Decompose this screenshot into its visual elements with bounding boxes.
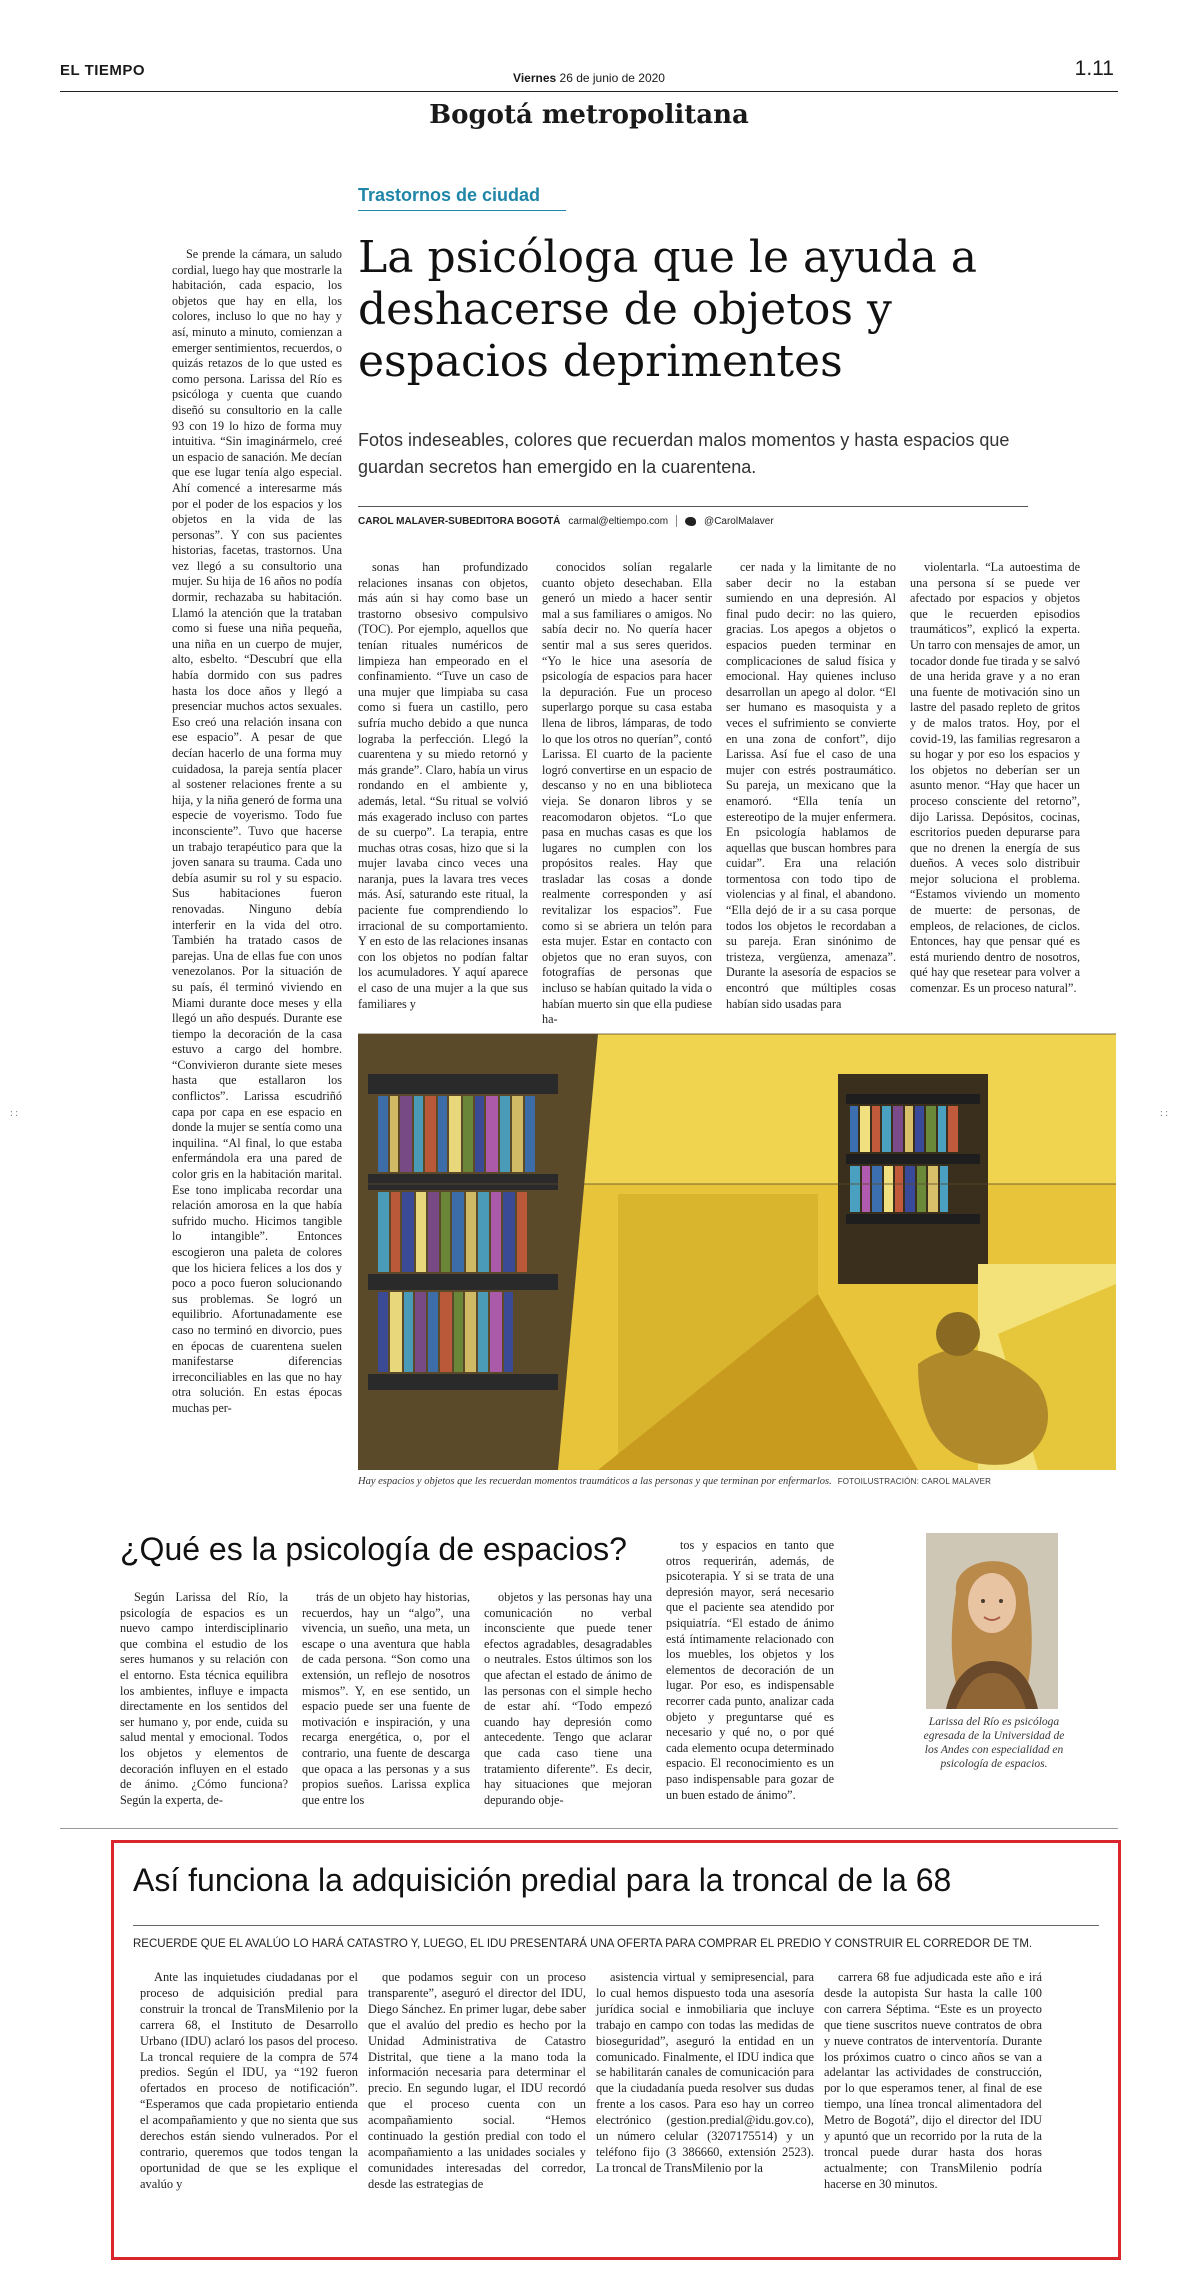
section-title: Bogotá metropolitana (429, 100, 749, 130)
crop-mark-right: : : (1159, 1108, 1168, 1119)
sidebar-column-4-text: tos y espacios en tanto que otros requerirán, además, de psicoterapia. Y si se trata de una depresión mayor, será necesario que el paciente sea atendido por psiquiatría. “El estado de ánimo está íntimamente relacionado con los muebles, los objetos y los elementos de decoración de un lugar. Por eso, es indispensable recorrer cada punto, analizar cada objeto y preguntarse qué es necesario y qué no, o por qué cada elemento ocupa determinado espacio. El reconocimiento es un paso indispensable para gozar de un buen estado de ánimo”. (666, 1538, 834, 1802)
article-column-4 (726, 560, 896, 1022)
byline-author: CAROL MALAVER-SUBEDITORA BOGOTÁ (358, 515, 561, 527)
edition-date: Viernes 26 de junio de 2020 (513, 71, 665, 85)
byline-twitter: @CarolMalaver (704, 515, 774, 527)
article-column-2 (358, 560, 528, 1022)
sidebar-column-3 (484, 1590, 652, 1807)
article-column-4-text: cer nada y la limitante de no saber decir no la estaban sumiendo en una depresión. Al final pudo decir: no las quiero, gracias. Los apegos a objetos o espacios pueden terminar en complicaciones de salud física y emocional. Hay quienes incluso desarrollan un apego al dolor. “El ser humano es masoquista y a veces el sufrimiento se convierte en una zona de confort”, dijo Larissa. Así fue el caso de una mujer con estrés postraumático. Su pareja, un mexicano que la enamoró. “Ella tenía un estereotipo de la mujer enfermera. En psicología hablamos de aquellas que buscan hombres para cuidar”. Era una relación tormentosa con todo tipo de violencias y al final, el abandono. “Ella dejó de ir a su casa porque todos los objetos le recordaban a su pareja. Eran sinónimo de tristeza, vergüenza, amenaza”. Durante la asesoría de espacios se encontró que múltiples cosas habían sido usadas para (726, 560, 896, 1011)
sidebar-column-2 (302, 1590, 470, 1807)
article-column-1-text: Se prende la cámara, un saludo cordial, luego hay que mostrarle la habitación, cada espacio, los objetos que hay en ella, los colores, incluso lo que no hay y así, minuto a minuto, comienzan a emerger sentimientos, recuerdos, o quizás retazos de lo que usted es como persona. Larissa del Río es psicóloga y cuenta que cuando diseñó su consultorio en la calle 93 con 19 lo hizo de forma muy intuitiva. “Sin imaginármelo, creé un espacio de sanación. Me decían que ese lugar tenía algo especial. Ahí comencé a interesarme más por el poder de los espacios y los objetos en la vida de las personas”. Y con sus pacientes historias, facetas, trastornos. Una vez llegó a su consultorio una mujer. Su hija de 16 años no podía dormir, rechazaba su habitación. Llamó la atención que la trataban como si fuese una niña pequeña, una niña en un cuerpo de mujer, alto, esbelto. “Descubrí que ella había dormido con sus padres hasta los doce años y llegó a presenciar muchos actos sexuales. Eso creó una relación insana con ese espacio”. A pesar de que decían hacerlo de una forma muy cuidadosa, la pareja sentía placer al sostener relaciones frente a su hija, y la niña generó de forma una especie de voyerismo. Todo fue inconsciente”. Tuvo que hacerse un trabajo terapéutico para que la joven sanara su trauma. Cada uno debía asumir su rol y su espacio. Sus habitaciones fueron renovadas. Ninguno debía interferir en la vida del otro. También ha tratado casos de parejas. Una de ellas fue con unos venezolanos. Por la situación de su país, él terminó viviendo en Miami durante doce meses y ella llegó un año después. Durante ese tiempo la decoración de la casa estuvo a cargo del hombre. “Convivieron durante siete meses hasta que estallaron los conflictos”. Larissa escudriñó capa por capa en ese espacio en donde la mujer se sentía como una inquilina. “Al final, lo que estaba enfermándola era una pared de color gris en la habitación marital. Ese tono implicaba recordar una relación amorosa en la que había sufrido mucho. Hicimos tangible lo intangible”. Entonces escogieron una paleta de colores que los hiciera felices a los dos y poco a poco fueron solucionando sus problemas. Se logró un equilibrio. Afortunadamente ese caso no terminó en divorcio, pues en épocas de cuarentena suelen manifestarse diferencias irreconciliables en las que no hay otra solución. En estas épocas muchas per- (172, 247, 343, 1415)
byline (358, 515, 774, 527)
portrait-caption: Larissa del Río es psicóloga egresada de la Universidad de los Andes con especialidad en psicología de espacios. (923, 1716, 1065, 1770)
article-kicker: Trastornos de ciudad (358, 185, 541, 205)
box-column-4-text: carrera 68 fue adjudicada este año e irá desde la autopista Sur hasta la calle 100 con carrera Séptima. “Este es un proyecto que tiene suscritos nueve contratos de obra y nueve contratos de interventoría. Durante los próximos cuatro o cinco años se van a adelantar las actividades de construcción, por lo que esperamos tener, al final de ese tiempo, una línea troncal alimentadora del Metro de Bogotá”, dijo el director del IDU y apuntó que un recorrido por la ruta de la troncal puede durar hasta dos horas actualmente; con TransMilenio podría hacerse en 30 minutos. (824, 1970, 1042, 2191)
box-column-2 (368, 1970, 586, 2210)
photo-caption (358, 1476, 1116, 1487)
twitter-bird-icon (685, 517, 696, 526)
sidebar-column-2-text: trás de un objeto hay historias, recuerdos, hay un “algo”, una vivencia, un sueño, una meta, un escape o una aventura que habla de cada persona. “Son como una extensión, un reflejo de nosotros mismos”. Y, en ese sentido, un espacio puede ser una fuente de motivación e inspiración, y una recarga energética, o, por el contrario, una fuente de descarga que opaca a las personas y a sus propios sueños. Larissa explica que entre los (302, 1590, 470, 1807)
bookshelf-room-illustration (358, 1034, 1116, 1470)
sidebar-title: ¿Qué es la psicología de espacios? (120, 1531, 627, 1567)
sidebar-column-3-text: objetos y las personas hay una comunicación no verbal inconsciente que puede tener efectos agradables, desagradables o neutrales. Estos últimos son los que afectan el estado de ánimo de las personas con el simple hecho de estar ahí. “Todo empezó cuando hay depresión como antecedente. Tengo que aclarar que cada caso tiene una tratamiento diferente”. Es decir, hay situaciones que mejoran depurando obje- (484, 1590, 652, 1807)
box-column-3-text: asistencia virtual y semipresencial, para lo cual hemos dispuesto toda una asesoría jurídica social e inmobiliaria que incluye trabajo en campo con todas las medidas de bioseguridad”, aseguró la entidad en un comunicado. Finalmente, el IDU indica que se habilitarán canales de comunicación para que la ciudadanía pueda resolver sus dudas frente a los casos. Para eso hay un correo electrónico (gestion.predial@idu.gov.co), un número celular (3207175514) y un teléfono fijo (3 386660, extensión 2523). La troncal de TransMilenio por la (596, 1970, 814, 2175)
portrait-photo (926, 1533, 1058, 1709)
photo-illustration (358, 1034, 1116, 1470)
box-column-3 (596, 1970, 814, 2210)
photo-credit: FOTOILUSTRACIÓN: CAROL MALAVER (837, 1477, 992, 1486)
box-column-1 (140, 1970, 358, 2210)
article-subheadline: Fotos indeseables, colores que recuerdan malos momentos y hasta espacios que guardan secretos han emergido en la cuarentena. (358, 430, 1010, 477)
byline-rule (358, 506, 1028, 507)
byline-separator (676, 515, 677, 527)
box-column-1-text: Ante las inquietudes ciudadanas por el proceso de adquisición predial para construir la troncal de TransMilenio por la carrera 68, el Instituto de Desarrollo Urbano (IDU) aclaró los pasos del proceso. La troncal requiere de la compra de 574 predios. Según el IDU, ya “192 fueron ofertados en proceso de notificación”. “Esperamos que cada propietario entienda el acompañamiento y que no sienta que sus derechos están siendo vulnerados. Por el contrario, queremos que todos tengan la oportunidad de que se les explique el avalúo y (140, 1970, 358, 2191)
article-headline: La psicóloga que le ayuda a deshacerse de objetos y espacios deprimentes (358, 232, 978, 387)
woman-portrait-image (926, 1533, 1058, 1709)
box-column-4 (824, 1970, 1042, 2210)
article-column-1 (172, 247, 342, 1489)
header-rule (60, 91, 1118, 92)
box-title-rule (133, 1925, 1099, 1926)
byline-email: carmal@eltiempo.com (568, 515, 669, 527)
box-title: Así funciona la adquisición predial para la troncal de la 68 (133, 1862, 952, 1898)
photo-caption-text: Hay espacios y objetos que les recuerdan momentos traumáticos a las personas y que terminan por enfermarlos. (358, 1476, 832, 1487)
section-divider (60, 1828, 1118, 1829)
sidebar-column-1-text: Según Larissa del Río, la psicología de espacios es un nuevo campo interdisciplinario que combina el estudio de los seres humanos y su relación con el entorno. Esta técnica equilibra los ambientes, influye e impacta directamente en los sentidos del ser humano y, por ende, cuida su salud mental y emocional. Todos los objetos y elementos de decoración influyen en el estado de ánimo. ¿Cómo funciona? Según la experta, de- (120, 1590, 288, 1807)
sidebar-column-1 (120, 1590, 288, 1807)
newspaper-brand: EL TIEMPO (60, 62, 146, 79)
article-column-5 (910, 560, 1080, 1022)
kicker-underline (358, 210, 566, 211)
article-column-2-text: sonas han profundizado relaciones insanas con objetos, más aún si hay como base un trastorno obsesivo compulsivo (TOC). Por ejemplo, aquellos que tenían rituales numéricos de limpieza han empeorado en el confinamiento. “Tuve un caso de una mujer que limpiaba su casa como si fuera un castillo, pero sufría mucho debido a que nunca lograba la perfección. Llegó la cuarentena y su miedo retornó y más grande”. Claro, había un virus rondando en el ambiente y, además, letal. “Su ritual se volvió más exagerado incluso con partes de su cuerpo”. La terapia, entre muchas otras cosas, hizo que si la mujer lavaba cinco veces una naranja, pues la lavara tres veces más. Así, saturando este ritual, la paciente fue comprendiendo lo irracional de su comportamiento. Y en esto de las relaciones insanas con los objetos no podían faltar los acumuladores. Y aquí aparece el caso de una mujer a la que sus familiares y (358, 560, 528, 1011)
page-number: 1.11 (1074, 57, 1114, 80)
article-column-3-text: conocidos solían regalarle cuanto objeto desechaban. Ella generó un miedo a hacer sentir mal a sus familiares o amigos. No sabía decir no. No quería hacer sentir mal a sus seres queridos. “Yo le hice una asesoría de psicología de espacios para hacer la depuración. Fue un proceso superlargo porque su casa estaba llena de libros, lámparas, de todo lo que los otros no querían”, contó Larissa. El cuarto de la paciente logró convertirse en un espacio de descanso y no en una biblioteca vieja. Se donaron libros y se reacomodaron objetos. “Lo que pasa en muchas casas es que los lugares no cumplen con los propósitos reales. Hay que trasladar las cosas a donde realmente corresponden y así revitalizar los espacios”. Fue como si se abriera un telón para esta mujer. Estar en contacto con objetos que no eran suyos, con fotografías de personas que incluso se habían quitado la vida o habían muerto sin que ella pudiese ha- (542, 560, 712, 1027)
box-column-2-text: que podamos seguir con un proceso transparente”, aseguró el director del IDU, Diego Sánchez. En primer lugar, debe saber que el avalúo del predio es hecho por la Unidad Administrativa de Catastro Distrital, que tiene a la mano toda la información necesaria para determinar el precio. En segundo lugar, el IDU recordó que el proceso cuenta con un acompañamiento social. “Hemos continuado la gestión predial con todo el acompañamiento a las unidades sociales y comunidades interesadas del corredor, desde las estrategias de (368, 1970, 586, 2191)
crop-mark-left: : : (10, 1108, 19, 1119)
article-column-5-text: violentarla. “La autoestima de una persona sí se puede ver afectado por espacios y objetos que le recuerden episodios traumáticos”, explicó la experta. Un tarro con mensajes de amor, un tocador donde fue tirada y se salvó de una herida grave y a no eran una fuente de motivación sino un lastre del pasado repleto de gritos y de malos tratos. Hoy, por el covid-19, las familias regresaron a su hogar y por eso los espacios y los objetos no deberían ser un asunto menor. “Hay que hacer un proceso consciente del retorno”, dijo Larissa. Depósitos, cocinas, escritorios pueden depurarse para que no drenen la energía de sus dueños. A veces solo distribuir mejor soluciona el problema. “Estamos viviendo un momento de muerte: de personas, de empleos, de relaciones, de ciclos. Entonces, hay que pensar qué es está muriendo dentro de nosotros, qué hay que resetear para volver a comenzar. Es un proceso natural”. (910, 560, 1080, 996)
article-column-3 (542, 560, 712, 1027)
sidebar-column-4 (666, 1538, 834, 1802)
box-subtitle: RECUERDE QUE EL AVALÚO LO HARÁ CATASTRO Y, LUEGO, EL IDU PRESENTARÁ UNA OFERTA PARA COMPRAR EL PREDIO Y CONSTRUIR EL CORREDOR DE TM. (133, 1938, 1033, 1950)
